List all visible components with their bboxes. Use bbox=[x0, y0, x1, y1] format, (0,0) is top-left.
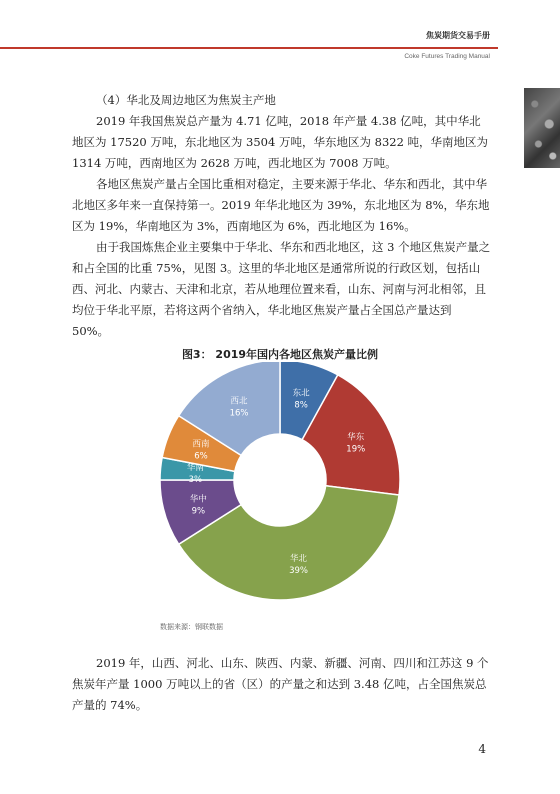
coke-image bbox=[524, 88, 560, 168]
slice-value-label: 9% bbox=[191, 506, 206, 517]
slice-value-label: 6% bbox=[194, 451, 208, 462]
paragraph-3: 由于我国炼焦企业主要集中于华北、华东和西北地区，这 3 个地区焦炭产量之和占全国的比重 75%，见图 3。这里的华北地区是通常所说的行政区划，包括山西、河北、内蒙古、天津和北京，若从地理位置来看，山东、河南与河北相邻，且均位于华北平原，若将这两个省纳入，华北地区焦炭产量占全国总产量达到 50%。 bbox=[72, 240, 491, 338]
page-number: 4 bbox=[478, 742, 486, 756]
slice-category-label: 华东 bbox=[347, 432, 365, 443]
slice-value-label: 3% bbox=[188, 475, 203, 486]
slice-category-label: 西南 bbox=[192, 439, 210, 450]
data-source: 数据来源：钢联数据 bbox=[160, 623, 223, 631]
slice-category-label: 西北 bbox=[230, 396, 248, 407]
figure-title: 图3： 2019年国内各地区焦炭产量比例 bbox=[181, 348, 379, 361]
paragraph-4: 2019 年，山西、河北、山东、陕西、内蒙、新疆、河南、四川和江苏这 9 个焦炭年产量 1000 万吨以上的省（区）的产量之和达到 3.48 亿吨，占全国焦炭总产量的 74%。 bbox=[72, 656, 489, 712]
paragraph-2: 各地区焦炭产量占全国比重相对稳定，主要来源于华北、华东和西北，其中华北地区多年来一直保持第一。2019 年华北地区为 39%，东北地区为 8%，华东地区为 19%，华南地区为 3%，西南地区为 6%，西北地区为 16%。 bbox=[72, 177, 490, 233]
paragraph-1: 2019 年我国焦炭总产量为 4.71 亿吨，2018 年产量 4.38 亿吨，其中华北地区为 17520 万吨，东北地区为 3504 万吨，华东地区为 8322 吨，华南地区为 1314 万吨，西南地区为 2628 万吨，西北地区为 7008 万吨。 bbox=[72, 114, 489, 170]
section-heading: （4）华北及周边地区为焦炭主产地 bbox=[96, 93, 276, 107]
slice-value-label: 19% bbox=[346, 444, 366, 455]
slice-value-label: 8% bbox=[294, 400, 308, 411]
header-rule bbox=[0, 47, 498, 49]
header-subtitle: Coke Futures Trading Manual bbox=[404, 53, 490, 60]
donut-chart bbox=[130, 362, 430, 622]
slice-category-label: 华南 bbox=[186, 463, 204, 474]
slice-value-label: 39% bbox=[289, 565, 308, 576]
slice-category-label: 东北 bbox=[292, 388, 310, 399]
slice-value-label: 16% bbox=[229, 408, 249, 419]
slice-category-label: 华北 bbox=[290, 553, 308, 564]
slice-category-label: 华中 bbox=[189, 494, 207, 505]
header-title: 焦炭期货交易手册 bbox=[426, 31, 490, 40]
